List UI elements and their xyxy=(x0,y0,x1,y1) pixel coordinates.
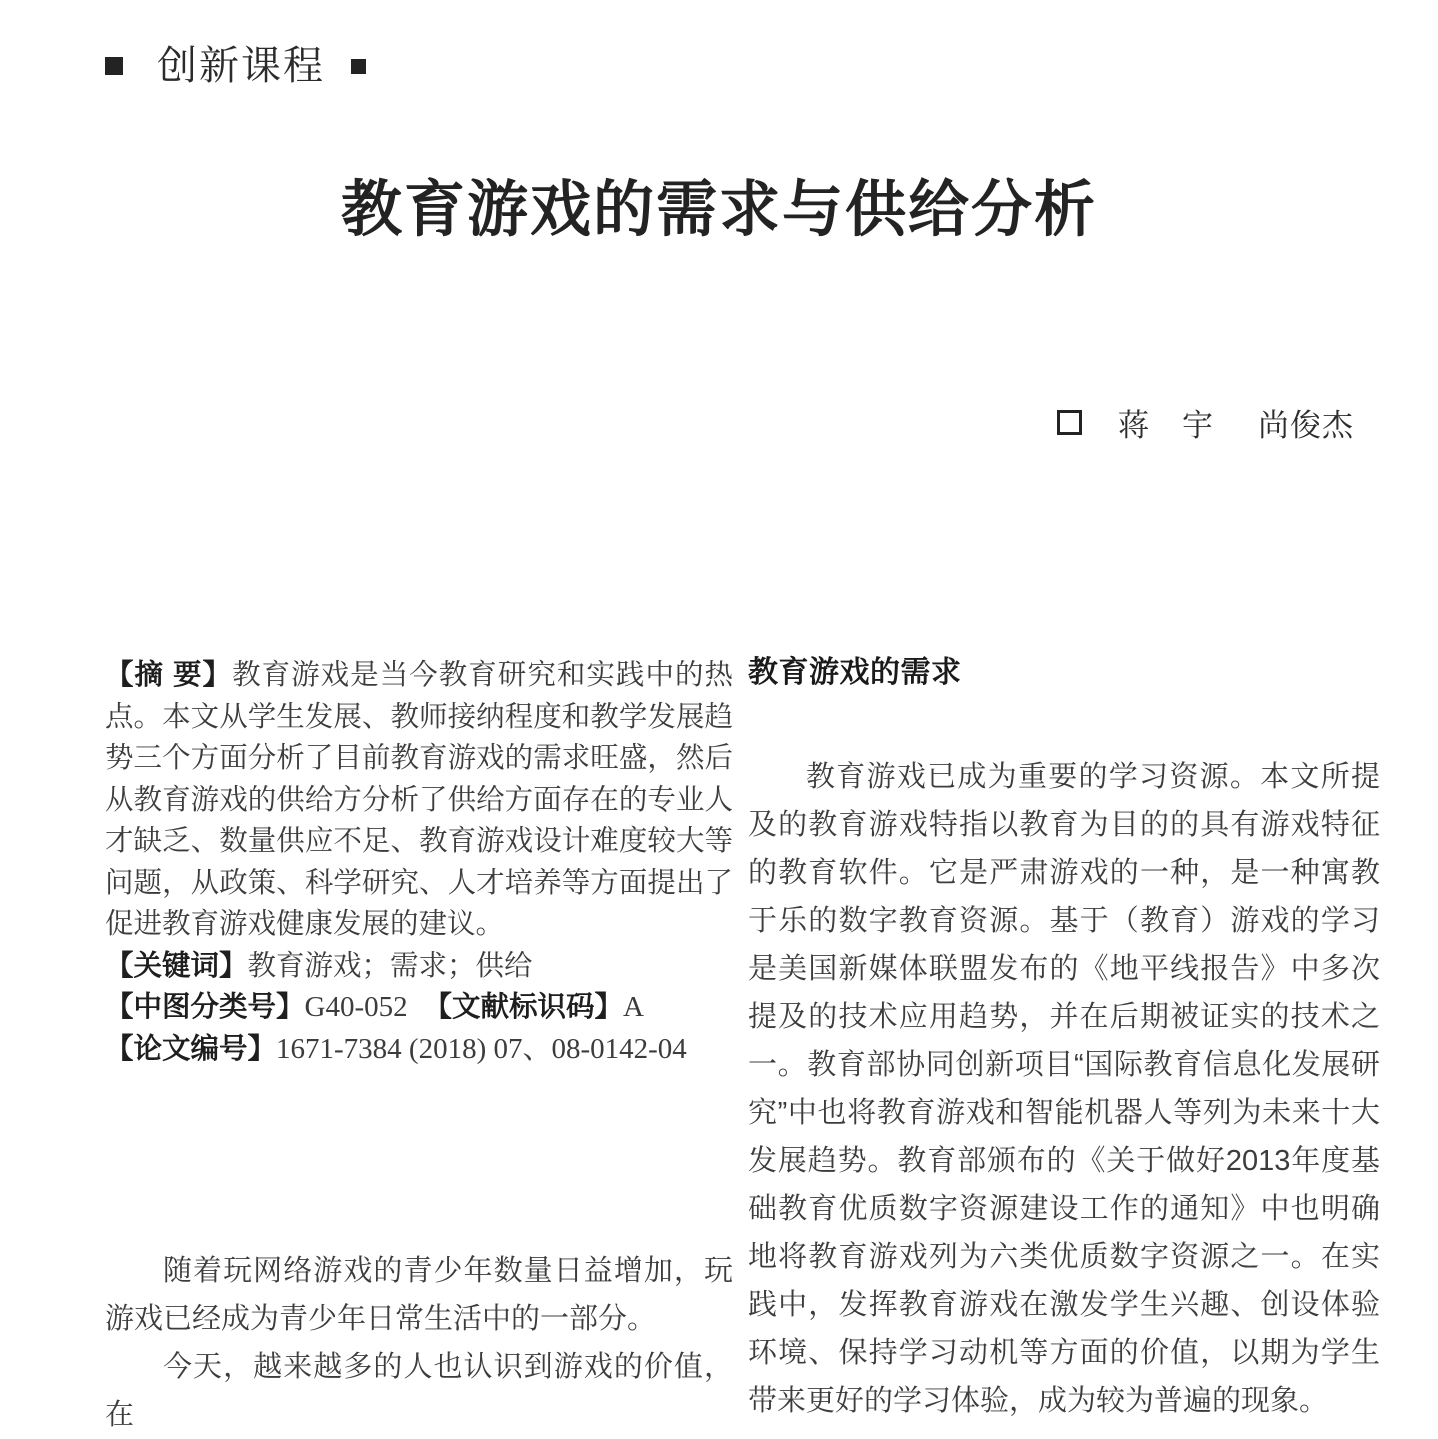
right-column xyxy=(748,655,1380,1425)
left-column-lower-body xyxy=(105,1247,733,1439)
running-head-label: 创新课程 xyxy=(157,43,325,88)
abstract-block xyxy=(105,655,733,946)
paragraph: 随着玩网络游戏的青少年数量日益增加，玩游戏已经成为青少年日常生活中的一部分。 xyxy=(105,1255,733,1335)
article-id-value: 1671-7384 (2018) 07、08-0142-04 xyxy=(276,1032,687,1065)
abstract-paragraph xyxy=(105,655,733,946)
right-column-body xyxy=(748,753,1380,1425)
abstract-label: 【摘 要】 xyxy=(105,659,233,691)
article-id-label: 【论文编号】 xyxy=(105,1032,277,1065)
hollow-square-icon xyxy=(1057,410,1082,435)
author-byline xyxy=(1057,400,1354,445)
article-id-line xyxy=(105,1029,733,1071)
section-heading-demand: 教育游戏的需求 xyxy=(748,656,962,689)
article-title: 教育游戏的需求与供给分析 xyxy=(340,174,1097,243)
running-head-left-square-icon xyxy=(105,57,123,75)
abstract-text: 教育游戏是当今教育研究和实践中的热点。本文从学生发展、教师接纳程度和教学发展趋势三个方面分析了目前教育游戏的需求旺盛，然后从教育游戏的供给方分析了供给方面存在的专业人才缺乏、数量供应不足、教育游戏设计难度较大等问题，从政策、科学研究、人才培养等方面提出了促进教育游戏健康发展的建议。 xyxy=(105,659,733,940)
document-code-value: A xyxy=(622,991,644,1023)
author-name-2: 尚俊杰 xyxy=(1258,408,1354,443)
paragraph: 今天，越来越多的人也认识到游戏的价值，在 xyxy=(105,1351,733,1431)
keywords-line xyxy=(105,946,733,988)
keywords-text: 教育游戏；需求；供给 xyxy=(247,949,533,982)
running-head-right-square-icon xyxy=(351,59,366,74)
keywords-label: 【关键词】 xyxy=(105,949,248,982)
clc-value: G40-052 xyxy=(304,991,408,1023)
author-name-1: 蒋 宇 xyxy=(1118,408,1214,443)
clc-label: 【中图分类号】 xyxy=(105,991,305,1023)
left-column xyxy=(105,655,733,1070)
document-code-label: 【文献标识码】 xyxy=(423,991,623,1023)
clc-line xyxy=(105,987,733,1029)
paragraph: 教育游戏已成为重要的学习资源。本文所提及的教育游戏特指以教育为目的的具有游戏特征的教育软件。它是严肃游戏的一种，是一种寓教于乐的数字教育资源。基于（教育）游戏的学习是美国新媒体联盟发布的《地平线报告》中多次提及的技术应用趋势，并在后期被证实的技术之一。教育部协同创新项目“国际教育信息化发展研究”中也将教育游戏和智能机器人等列为未来十大发展趋势。教育部颁布的《关于做好2013年度基础教育优质数字资源建设工作的通知》中也明确地将教育游戏列为六类优质数字资源之一。在实践中，发挥教育游戏在激发学生兴趣、创设体验环境、保持学习动机等方面的价值，以期为学生带来更好的学习体验，成为较为普遍的现象。 xyxy=(748,761,1380,1417)
running-head xyxy=(105,40,366,92)
